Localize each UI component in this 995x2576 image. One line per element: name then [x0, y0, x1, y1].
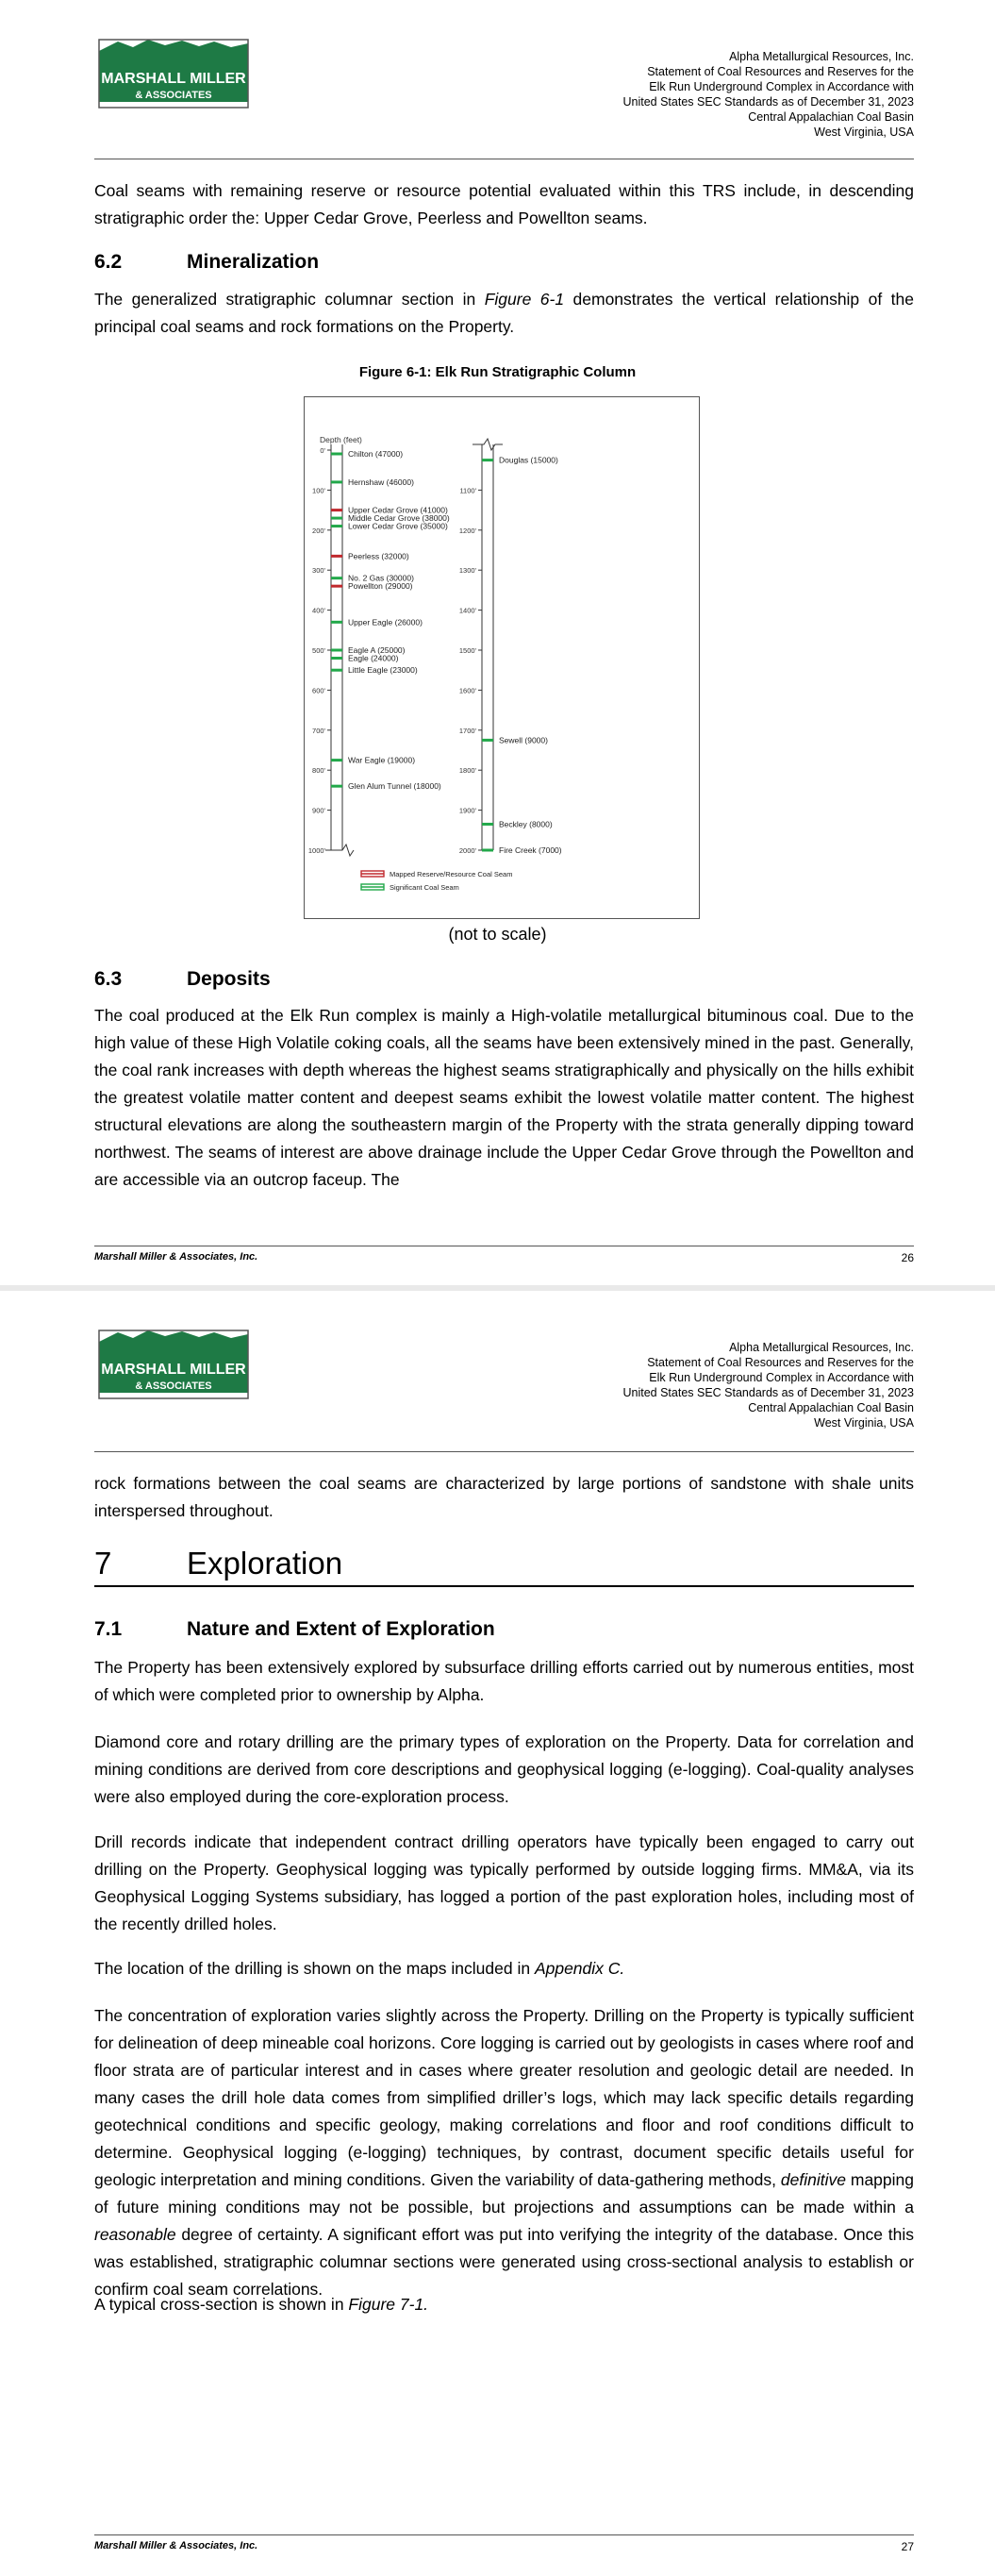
seam-significant [331, 785, 342, 788]
tick-label: 300' [312, 566, 325, 576]
seam-label: Little Eagle (23000) [348, 665, 418, 676]
seam-significant [482, 823, 493, 826]
seam-label: Fire Creek (7000) [499, 845, 562, 855]
mineralization-paragraph: The generalized stratigraphic columnar section in Figure 6-1 demonstrates the vertical relationship of the principal coal seams and rock formations on the Property. [94, 290, 914, 336]
svg-text:MARSHALL MILLER: MARSHALL MILLER [101, 71, 246, 87]
svg-text:& ASSOCIATES: & ASSOCIATES [135, 90, 212, 101]
seam-significant [331, 621, 342, 624]
legend-label: Significant Coal Seam [390, 883, 459, 892]
page-number: 27 [901, 2540, 914, 2553]
tick-label: 0' [320, 446, 325, 455]
tick-label: 1000' [307, 846, 325, 855]
seam-label: Eagle A (25000) [348, 645, 406, 655]
stratigraphic-column-figure [304, 396, 700, 919]
seam-label: Glen Alum Tunnel (18000) [348, 781, 441, 792]
seam-significant [331, 480, 342, 483]
paragraph-2: Diamond core and rotary drilling are the primary types of exploration on the Property. Data for correlation and mining conditions are derived from core descriptions and geophysical logging (e-logging). Coal-quality analyses were also employed during the core-exploration process. [94, 1732, 914, 1806]
seam-label: Sewell (9000) [499, 735, 548, 745]
seam-label: Chilton (47000) [348, 449, 404, 459]
seam-significant [331, 759, 342, 761]
svg-text:& ASSOCIATES: & ASSOCIATES [135, 1380, 212, 1392]
seam-mapped [331, 555, 342, 558]
seam-significant [331, 657, 342, 660]
seam-significant [331, 577, 342, 579]
tick-label: 1400' [458, 606, 476, 615]
marshall-miller-logo [97, 1329, 250, 1402]
paragraph-4: The location of the drilling is shown on the maps included in Appendix C. [94, 1959, 625, 1978]
seam-significant [331, 525, 342, 527]
seam-label: War Eagle (19000) [348, 755, 416, 765]
column-break-top [473, 439, 503, 450]
paragraph-3: Drill records indicate that independent contract drilling operators have typically been engaged to carry out drilling on the Property. Geophysical logging was typically performed by outside logging firms. MM&A, via its Geophysical Logging Systems subsidiary, has logged a portion of the past exploration holes, including most of the recently drilled holes. [94, 1832, 914, 1933]
seam-label: Peerless (32000) [348, 551, 409, 561]
seam-significant [331, 649, 342, 652]
tick-label: 500' [312, 646, 325, 655]
seam-label: No. 2 Gas (30000) [348, 573, 414, 583]
tick-label: 1100' [459, 486, 476, 495]
seam-mapped [331, 509, 342, 511]
tick-label: 800' [312, 766, 325, 776]
seam-label: Upper Cedar Grove (41000) [348, 505, 448, 515]
paragraph-5: The concentration of exploration varies slightly across the Property. Drilling on the Property is typically sufficient for delineation of deep mineable coal horizons. Core logging is carried out by geologists in cases where roof and floor strata are of particular interest and in cases where greater resolution and geologic detail are needed. In many cases the drill hole data comes from simplified driller’s logs, which may lack specific details regarding geotechnical conditions and specific geology, making correlations and floor and roof conditions difficult to determine. Geophysical logging (e-logging) techniques, by contrast, document specific details useful for geologic interpretation and mining conditions. Given the variability of data-gathering methods, definitive mapping of future mining conditions may not be possible, but projections and assumptions can be made within a reasonable degree of certainty. A significant effort was put into verifying the integrity of the database. Once this was established, stratigraphic columnar sections were generated using cross-sectional analysis to establish or confirm coal seam correlations. [94, 2006, 914, 2299]
tick-label: 200' [312, 526, 325, 535]
intro-paragraph: Coal seams with remaining reserve or resource potential evaluated within this TRS include, in descending stratigraphic order the: Upper Cedar Grove, Peerless and Powellton seams. [94, 181, 914, 227]
paragraph-1: The Property has been extensively explored by subsurface drilling efforts carried out by numerous entities, most of which were completed prior to ownership by Alpha. [94, 1658, 914, 1704]
tick-label: 600' [312, 686, 325, 695]
seam-significant [331, 453, 342, 456]
page-26 [0, 0, 995, 1285]
tick-label: 1700' [458, 726, 476, 735]
seam-label: Upper Eagle (26000) [348, 617, 423, 627]
report-header: Alpha Metallurgical Resources, Inc. Statement of Coal Resources and Reserves for the Elk Run Underground Complex in Accordance with United States SEC Standards as of December 31, 2023 Central Appalachian Coal Basin West Virginia, USA [622, 1341, 914, 1430]
seam-significant [482, 849, 493, 852]
section-heading-7-1: 7.1 Nature and Extent of Exploration [94, 1618, 495, 1640]
tick-label: 2000' [458, 846, 476, 855]
tick-label: 900' [312, 806, 325, 815]
seam-label: Lower Cedar Grove (35000) [348, 521, 448, 531]
continued-paragraph: rock formations between the coal seams are characterized by large portions of sandstone with shale units interspersed throughout. [94, 1474, 914, 1520]
svg-text:MARSHALL MILLER: MARSHALL MILLER [101, 1362, 246, 1378]
section-heading-6-3: 6.3 Deposits [94, 968, 271, 990]
stratigraphic-column-chart [305, 397, 699, 918]
seam-significant [331, 517, 342, 520]
section-heading-6-2: 6.2 Mineralization [94, 251, 320, 273]
legend-label: Mapped Reserve/Resource Coal Seam [390, 870, 513, 878]
tick-label: 400' [312, 606, 325, 615]
tick-label: 100' [312, 486, 325, 495]
tick-label: 1600' [458, 686, 476, 695]
page-number: 26 [901, 1251, 914, 1264]
tick-label: 1900' [458, 806, 476, 815]
marshall-miller-logo [97, 38, 250, 111]
seam-significant [331, 669, 342, 672]
page-27 [0, 1291, 995, 2576]
tick-label: 1200' [458, 526, 476, 535]
seam-significant [482, 459, 493, 461]
seam-significant [482, 739, 493, 742]
footer-company: Marshall Miller & Associates, Inc. [94, 1251, 258, 1263]
seam-label: Eagle (24000) [348, 653, 399, 663]
seam-label: Powellton (29000) [348, 581, 413, 592]
figure-caption: Figure 6-1: Elk Run Stratigraphic Column [358, 364, 637, 380]
tick-label: 1800' [458, 766, 476, 776]
scale-note: (not to scale) [448, 925, 547, 944]
tick-label: 1500' [458, 646, 476, 655]
seam-label: Middle Cedar Grove (38000) [348, 513, 450, 524]
seam-mapped [331, 585, 342, 588]
axis-label: Depth (feet) [320, 435, 362, 444]
header-rule [94, 1451, 914, 1452]
paragraph-6: A typical cross-section is shown in Figure 7-1. [94, 2295, 429, 2314]
seam-label: Beckley (8000) [499, 819, 553, 829]
footer-rule [94, 2534, 914, 2535]
seam-label: Hernshaw (46000) [348, 477, 414, 487]
chapter-heading-7: 7 Exploration [94, 1546, 914, 1587]
footer-company: Marshall Miller & Associates, Inc. [94, 2540, 258, 2551]
deposits-paragraph: The coal produced at the Elk Run complex is mainly a High-volatile metallurgical bituminous coal. Due to the high value of these High Volatile coking coals, all the seams have been extensively mined in the past. Generally, the coal rank increases with depth whereas the highest seams stratigraphically and physically on the hills exhibit the greatest volatile matter content and deepest seams exhibit the lowest volatile matter content. The highest structural elevations are along the southeastern margin of the Property with the strata generally dipping toward northwest. The seams of interest are above drainage include the Upper Cedar Grove through the Powellton and are accessible via an outcrop faceup. The [94, 1006, 914, 1189]
report-header: Alpha Metallurgical Resources, Inc. Statement of Coal Resources and Reserves for the Elk Run Underground Complex in Accordance with United States SEC Standards as of December 31, 2023 Central Appalachian Coal Basin West Virginia, USA [622, 50, 914, 139]
tick-label: 1300' [458, 566, 476, 576]
seam-label: Douglas (15000) [499, 455, 558, 465]
tick-label: 700' [312, 726, 325, 735]
